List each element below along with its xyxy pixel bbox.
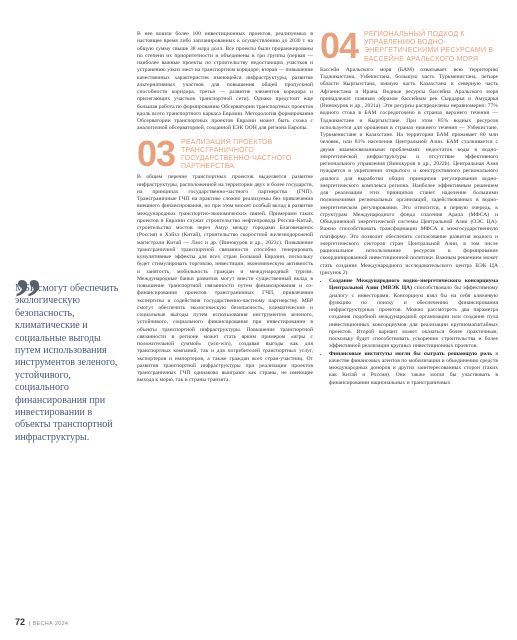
page-footer xyxy=(15,617,68,627)
pull-quote xyxy=(15,240,127,444)
bullet-bold: Создание Международного водно-энергетического консорциума Центральной Азии (МВЭК ЦА) xyxy=(329,278,498,292)
section-title: РЕГИОНАЛЬНЫЙ ПОДХОД К УПРАВЛЕНИЮ ВОДНО-ЭНЕРГЕТИЧЕСКИМИ РЕСУРСАМИ В БАССЕЙНЕ АРАЛЬСКОГО МОРЯ xyxy=(364,31,494,63)
pull-quote-text: МБР смогут обеспечить экологическую безопасность, климатические и социальные выгоды путем использования инструментов зеленого, устойчивого, социального финансирования при инвестировании в объекты транспортной инфраструктуры. xyxy=(15,283,119,443)
bullet-text: способствовало бы эффективному диалогу с инвесторами. Консорциум взял бы на себя ключевую функцию по поиску и обеспечению финансирования инфраструктурных проектов. Можно рассмотреть два параметра создания подобной международной организации или создание пула инвестиционных консорциумов для реализации крупномасштабных проектов. Второй вариант может оказаться более практичным, поскольку будет способствовать ускорению строительства и более эффективной реализации крупных инвестиционных проектов. xyxy=(329,285,498,350)
section-number: 04 xyxy=(320,25,359,66)
middle-paragraph-1: В нее вошли более 100 инвестиционных проектов, реализуемых в настоящее время либо запланированных к осуществлению до 2030 г. на общую сумму свыше 38 млрд долл. Все проекты были проранжированы по степени их приоритетности и объединены в три группы (первая — наиболее важные проекты по строительству недостающих участков и устранению узких мест на транспортном коридоре, вторая — повышение качественных характеристик имеющейся инфраструктуры, развитие альтернативных участков для повышения общей пропускной способности коридора, третья — развитие элементов коридора и прилегающих участков транспортной сети). Однако предстоит еще большая работа по формированию Обсерватории транспортных проектов вдоль всего транспортного каркаса Евразии. Методология формирования Обсерватории транспортных проектов Евразии может быть схожа с аналогичной обсерваторией, созданной ЕЭК ООН для региона Европы. xyxy=(137,31,313,132)
issue-label: | ВЕСНА 2024 xyxy=(29,621,69,627)
page-number: 72 xyxy=(15,617,26,627)
middle-paragraph-2: В общем перечне транспортных проектов выделяется развитие инфраструктуры, расположенной на территории двух и более государств, на принципах государственно-частного партнерства (ГЧП). Трансграничные ГЧП на практике сложно реализуемы без привлечения внешнего финансирования, но при этом вносят особый вклад в развитие международных транспортно-экономических связей. Примерами таких проектов в Евразии служат строительство нефтепровода Россия–Китай, строительство мостов через Амур между городами Благовещенск (Россия) и Хэйхэ (Китай), строительство скоростной железнодорожной магистрали Китай — Лаос и др. (Винокуров и др., 2023с). Повышение трансграничной транспортной связанности способно генерировать кумулятивные эффекты для всех стран Большой Евразии, поскольку будет стимулировать торговлю, инвестиции, экономическую активность и занятость, мобильность граждан и международный туризм. Международные банки развития могут внести существенный вклад в повышение транспортной связанности путем финансирования и со-финансирования проектов трансграничных ГЧП, привлечения экспертизы и содействия государственно-частному партнерству. МБР смогут обеспечить экологическую безопасность, климатические и социальные выгоды путем использования инструментов зеленого, устойчивого, социального финансирования при инвестировании в объекты транспортной инфраструктуры. Повышение транспортной связанности в регионе может стать ярким примером «игры с положительной суммой» (win-win), создавая выгоды как для транспортных компаний, так и для потребителей транспортных услуг, экспортеров и импортеров, а также граждан всех стран-участниц. От развития транспортной инфраструктуры при реализации проектов трансграничных ГЧП одинаково выиграют как страны, не имеющие выхода к морю, так и страны транзита. xyxy=(137,174,313,384)
list-item xyxy=(329,351,498,387)
right-paragraph-1: Бассейн Аральского моря (БАМ) охватывает всю территорию Таджикистана, Узбекистана, большую часть Туркменистана, четыре области Кыргызстана, южную часть Казахстана и северную часть Афганистана и Ирана. Водные ресурсы бассейна Аральского моря принадлежат главным образом бассейнам рек Сырдарья и Амударья (Винокуров и др., 2021а). Эти ресурсы распределены неравномерно: 77% водного стока в БАМ сосредоточено в странах верхнего течения — Таджикистане и Кыргызстане. При этом 85% водных ресурсов используется для орошения в странах нижнего течения — Узбекистане, Туркменистане и Казахстане. На территории БАМ проживает 80 млн человек, или 81% населения Центральной Азии. БАМ сталкивается с двумя взаимосвязанными проблемами: недостаток воды в водно-энергетической инфраструктуры и отсутствие эффективного регионального управления (Винокуров и др., 2022b). Центральная Азия нуждается в укреплении открытого и конструктивного регионального диалога для выработки общих принципов регулирования водно-энергетического комплекса региона. Наиболее эффективным решением для реализации этих принципов станет наделение большими полномочиями региональных организаций, задействованных в водно-энергетическом регулировании. Это относится, в первую очередь, к структурам Международного фонда спасения Арала (МФСА) и Объединенной энергетической системы Центральной Азии (ОЭС ЦА). Важно способствовать трансформации МФСА в межгосударственную платформу. Это позволит обеспечить согласование развития водного и энергетического секторов стран Центральной Азии, в том числе рациональное использование ресурсов и формирование скоординированной инвестиционной политики. Важным решением может стать создание Международного исследовательского центра ВЭК ЦА (рисунок 2). xyxy=(320,66,498,276)
bullet-bold: Финансовые институты могли бы сыграть решающую роль xyxy=(329,350,493,357)
section-04-heading xyxy=(320,25,498,66)
bullet-text: в качестве финансовых агентов по мобилизации и объединению средств международных доноров и других заинтересованных сторон (таких как Китай и Россия). Они также могли бы участвовать в финансировании национальных и трансграничных xyxy=(329,350,498,386)
section-title: РЕАЛИЗАЦИЯ ПРОЕКТОВ ТРАНСГРАНИЧНОГО ГОСУДАРСТВЕННО-ЧАСТНОГО ПАРТНЕРСТВА. xyxy=(181,138,292,171)
section-03-heading xyxy=(137,132,313,174)
middle-column xyxy=(137,31,313,385)
bullet-list xyxy=(320,278,498,387)
list-item xyxy=(329,278,498,351)
quote-mark: „ xyxy=(15,240,36,300)
right-column xyxy=(320,25,498,387)
section-number: 03 xyxy=(137,132,176,174)
